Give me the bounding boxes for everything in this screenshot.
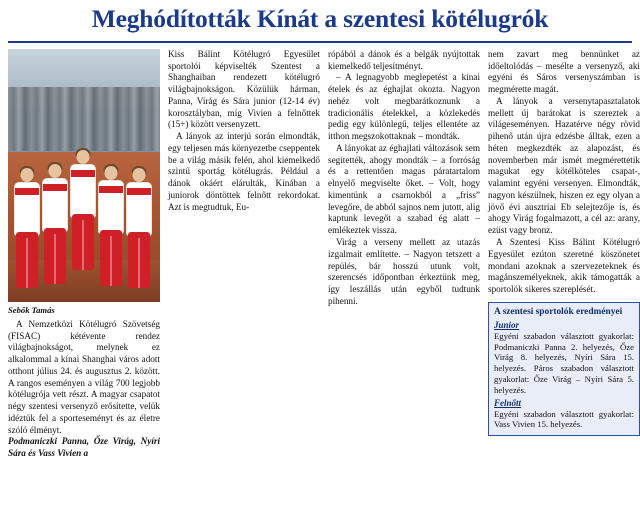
header-divider [8,41,632,43]
body-paragraph: – A legnagyobb meglepetést a kínai ételek és az éghajlat okozta. Nagyon nehéz volt megbarátkoznunk a tradicionális ételekkel, a közlekedés pedig egy különlegű, teljes ellentéte az itthon megszokottaknak – mondták. [328,72,480,142]
body-paragraph: nem zavart meg bennünket az időeltolódás – mesélte a versenyző, aki egyéni és Sáros versenyszámban is megmérette magát. [488,48,640,95]
column-one [8,49,160,460]
athlete-legs [16,232,38,288]
results-adult-line: Egyéni szabadon választott gyakorlat: Vass Vivien 15. helyezés. [494,408,634,430]
body-paragraph: Virág a verseny mellett az utazás izgalmait említette. – Nagyon tetszett a repülés, bár hosszú utunk volt, szerencsés időpontban érkeztünk meg, így leszállás után egyből tudtunk pihenni. [328,237,480,306]
headline-area [0,0,640,37]
athlete-head [133,168,146,182]
athlete-legs [128,232,150,288]
body-paragraph: rópából a dánok és a belgák nyújtottak kiemelkedő teljesítményt. [328,48,480,71]
results-title: A szentesi sportolók eredményei [494,306,623,317]
athlete-legs [72,214,94,270]
photo-credit: Sebők Tamás [8,304,55,315]
results-junior-line: Egyéni szabadon választott gyakorlat: Podmaniczki Panna 2. helyezés, Őze Virág 8. helyezés, Nyíri Sára 15. helyezés. Páros szabadon választott gyakorlat: Őze Virág – Nyíri Sára 5. helyezés. [494,330,634,395]
athlete-jersey-stripe [43,184,67,191]
results-junior-heading: Junior [494,319,520,330]
photo-crowd [8,87,160,151]
body-paragraph: A Szentesi Kiss Bálint Kötélugró Egyesület ezúton szeretné köszönetet mondani azoknak a szervezeteknek és magánszemélyeknek, akik támogatták a sportolók sikeres szereplését. [488,237,640,295]
body-paragraph: A lányok a versenytapasztalatok mellett új barátokat is szereztek a világeseményen. Hazatérve négy rövid pihenő után újra edzésbe álltak, ezen a héten megkezdték az alapozást, és novemberben már ismét megmérettetik magukat egy kötélköteles csapat-, valamint egyéni versenyen. Elmondták, nagyon készülnek, hiszen ez egy olyan a jövő évi ausztriai Eb selejtezője is, és ahogy Virág fogalmazott, a cél az: arany, ezüst vagy bronz. [488,95,640,236]
results-box [488,302,640,436]
column-three [328,49,480,460]
athlete-head [77,150,90,164]
column-four [488,49,640,460]
athlete-head [21,168,34,182]
athlete-figure [42,164,68,292]
athlete-head [105,166,118,180]
athlete-jersey-stripe [71,170,95,177]
athlete-names-line: Podmaniczki Panna, Őze Virág, Nyíri Sára és Vass Vivien a [8,436,160,459]
article-lead-paragraph: A Nemzetközi Kötélugró Szövetség (FISAC) kétévente rendez világbajnokságot, melynek ez alkalommal a kínai Shanghai város adott otthont július 24. és augusztus 2. között. A rangos eseményen a világ 700 legjobb kötélugrója vett részt. A magyar csapatot négy szentesi versenyző erősítette, velük idéztük fel a sporteseményt és az életre szóló élményt. [8,318,160,435]
athlete-figure [70,150,96,286]
team-photo [8,49,160,302]
athlete-figure [14,168,40,288]
athlete-legs [100,230,122,286]
article-columns [0,49,640,460]
athlete-legs [44,228,66,284]
athlete-figure [98,166,124,290]
athlete-head [49,164,62,178]
athlete-jersey-stripe [15,188,39,195]
results-adult-heading: Felnőtt [494,397,522,408]
body-paragraph: A lányok az interjú során elmondták, egy teljesen más környezetbe cseppentek be a világ másik felén, ahol kiemelkedő szintű sportág kötélugrás. Például a dánok okáért elárulták, Kínában a juniorok döntöttek felnőtt rekordokat. Azt is megtudtuk, Eu- [168,131,320,212]
body-paragraph: A lányokat az éghajlati változások sem segítették, ahogy mondták – a forróság és a rettentően magas páratartalom elnyelő megviselte őket. – Volt, hogy kimentünk a csarnokból a „friss” levegőre, de abból sajnos nem jutott, alig kaptunk levegőt a szabad ég alatt – emlékeztek vissza. [328,142,480,236]
column-two [168,49,320,460]
athlete-figure [126,168,152,288]
page-title: Meghódították Kínát a szentesi kötélugrók [91,4,549,33]
body-paragraph: Kiss Bálint Kötélugró Egyesület sportolói képviselték Szentest a Shanghaiban rendezett kötélugró világbajnokságon. Közülük hárman, Panna, Virág és Sára junior (12-14 év) korosztályban, míg Vivien a felnőttek (15+) között versenyzett. [168,48,320,130]
athlete-jersey-stripe [99,186,123,193]
athlete-jersey-stripe [127,188,151,195]
